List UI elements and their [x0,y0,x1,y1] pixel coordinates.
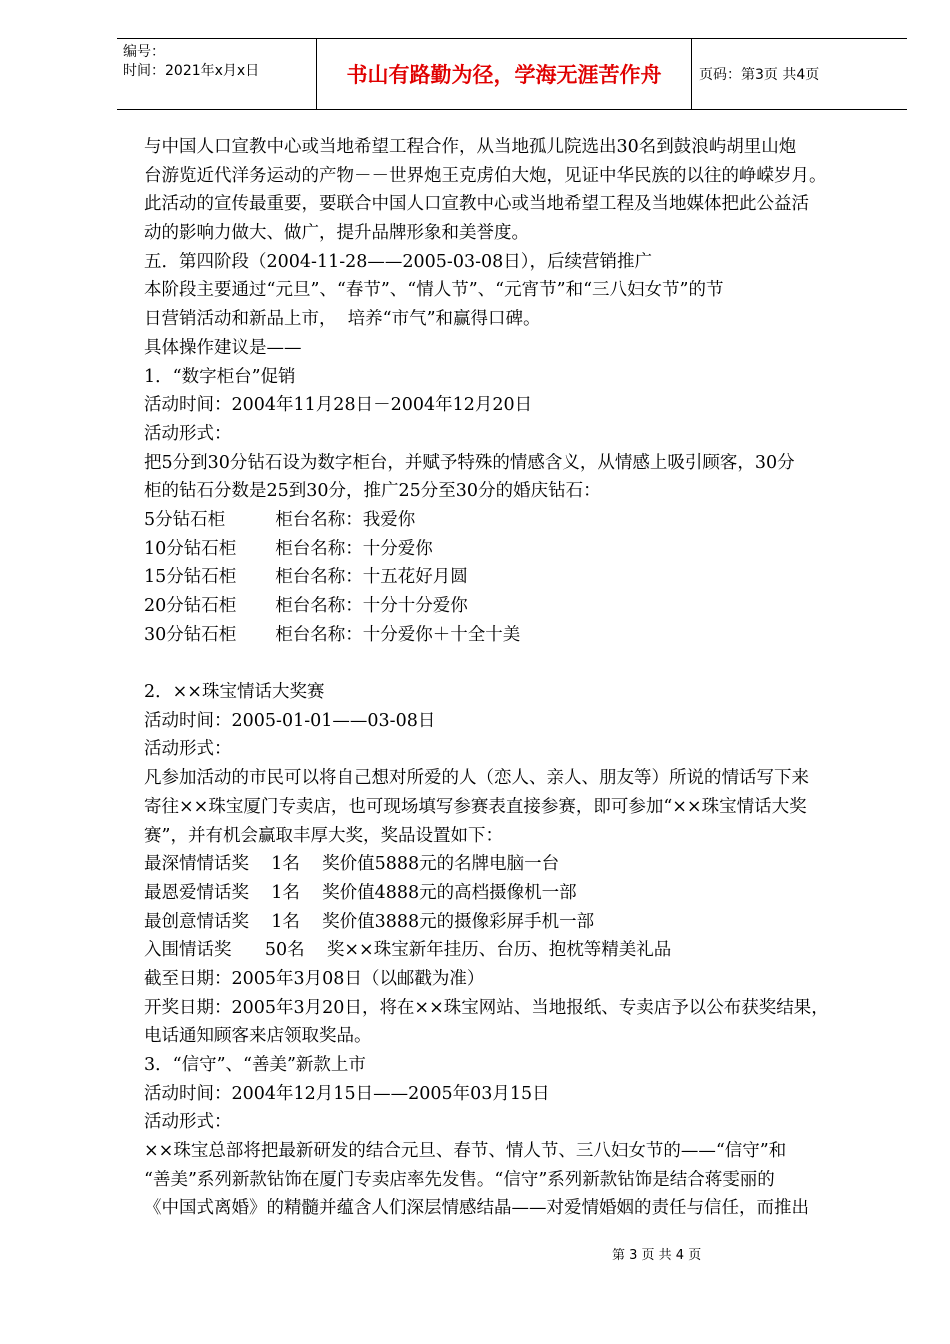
page-header [117,38,907,110]
body-line: 最恩爱情话奖 1名 奖价值4888元的高档摄像机一部 [144,882,577,903]
header-motto-cell [316,39,692,109]
body-line: 《中国式离婚》的精髓并蕴含人们深层情感结晶——对爱情婚姻的责任与信任，而推出 [144,1198,809,1219]
body-line: 台游览近代洋务运动的产物－－世界炮王克虏伯大炮，见证中华民族的以往的峥嵘岁月。 [144,165,827,186]
body-line: 赛”，并有机会赢取丰厚大奖，奖品设置如下： [144,825,503,846]
document-body [144,133,894,1223]
header-page-info: 页码：第3页 共4页 [699,67,820,83]
body-line: 活动形式： [144,423,232,444]
body-line: 活动时间：2004年11月28日－2004年12月20日 [144,395,533,416]
body-line: 五．第四阶段（2004-11-28——2005-03-08日），后续营销推广 [144,251,653,272]
body-line: 本阶段主要通过“元旦”、“春节”、“情人节”、“元宵节”和“三八妇女节”的节 [144,280,724,301]
body-line: 入围情话奖 50名 奖××珠宝新年挂历、台历、抱枕等精美礼品 [144,940,672,961]
body-line: 活动时间：2004年12月15日——2005年03月15日 [144,1083,550,1104]
body-line: 最深情情话奖 1名 奖价值5888元的名牌电脑一台 [144,854,560,875]
body-line: 柜的钻石分数是25到30分，推广25分至30分的婚庆钻石： [144,481,601,502]
body-line: 开奖日期：2005年3月20日，将在××珠宝网站、当地报纸、专卖店予以公布获奖结果， [144,997,829,1018]
body-line: 活动形式： [144,739,232,760]
body-line: “善美”系列新款钻饰在厦门专卖店率先发售。“信守”系列新款钻饰是结合蒋雯丽的 [144,1169,775,1190]
body-line: 2．××珠宝情话大奖赛 [144,682,325,703]
body-line: 与中国人口宣教中心或当地希望工程合作，从当地孤儿院选出30名到鼓浪屿胡里山炮 [144,137,797,157]
header-meta [117,39,316,109]
body-line: 1．“数字柜台”促销 [144,366,296,387]
body-line: 15分钻石柜 柜台名称：十五花好月圆 [144,567,468,588]
body-line: 活动形式： [144,1112,232,1133]
document-time-label: 时间：2021年x月x日 [123,63,260,79]
body-line: 凡参加活动的市民可以将自己想对所爱的人（恋人、亲人、朋友等）所说的情话写下来 [144,768,809,789]
body-line: ××珠宝总部将把最新研发的结合元旦、春节、情人节、三八妇女节的——“信守”和 [144,1141,787,1162]
body-line: 动的影响力做大、做广，提升品牌形象和美誉度。 [144,223,529,244]
page-footer: 第 3 页 共 4 页 [612,1248,702,1263]
document-number-label: 编号： [123,44,165,60]
body-line: 活动时间：2005-01-01——03-08日 [144,710,436,731]
body-line: 此活动的宣传最重要，要联合中国人口宣教中心或当地希望工程及当地媒体把此公益活 [144,194,809,215]
body-line: 20分钻石柜 柜台名称：十分十分爱你 [144,596,468,616]
body-line: 最创意情话奖 1名 奖价值3888元的摄像彩屏手机一部 [144,911,595,932]
body-line: 30分钻石柜 柜台名称：十分爱你＋十全十美 [144,624,521,645]
body-line: 电话通知顾客来店领取奖品。 [144,1026,372,1047]
blank-line [144,649,894,678]
body-line: 把5分到30分钻石设为数字柜台，并赋予特殊的情感含义，从情感上吸引顾客，30分 [144,452,795,473]
body-line: 寄往××珠宝厦门专卖店，也可现场填写参赛表直接参赛，即可参加“××珠宝情话大奖 [144,796,807,817]
header-motto: 书山有路勤为径，学海无涯苦作舟 [346,63,662,87]
body-line: 截至日期：2005年3月08日（以邮戳为准） [144,968,485,989]
body-line: 日营销活动和新品上市， 培养“市气”和赢得口碑。 [144,309,541,330]
body-line: 3．“信守”、“善美”新款上市 [144,1055,366,1075]
body-line: 5分钻石柜 柜台名称：我爱你 [144,509,416,530]
body-line: 10分钻石柜 柜台名称：十分爱你 [144,538,433,559]
body-line: 具体操作建议是—— [144,337,302,358]
